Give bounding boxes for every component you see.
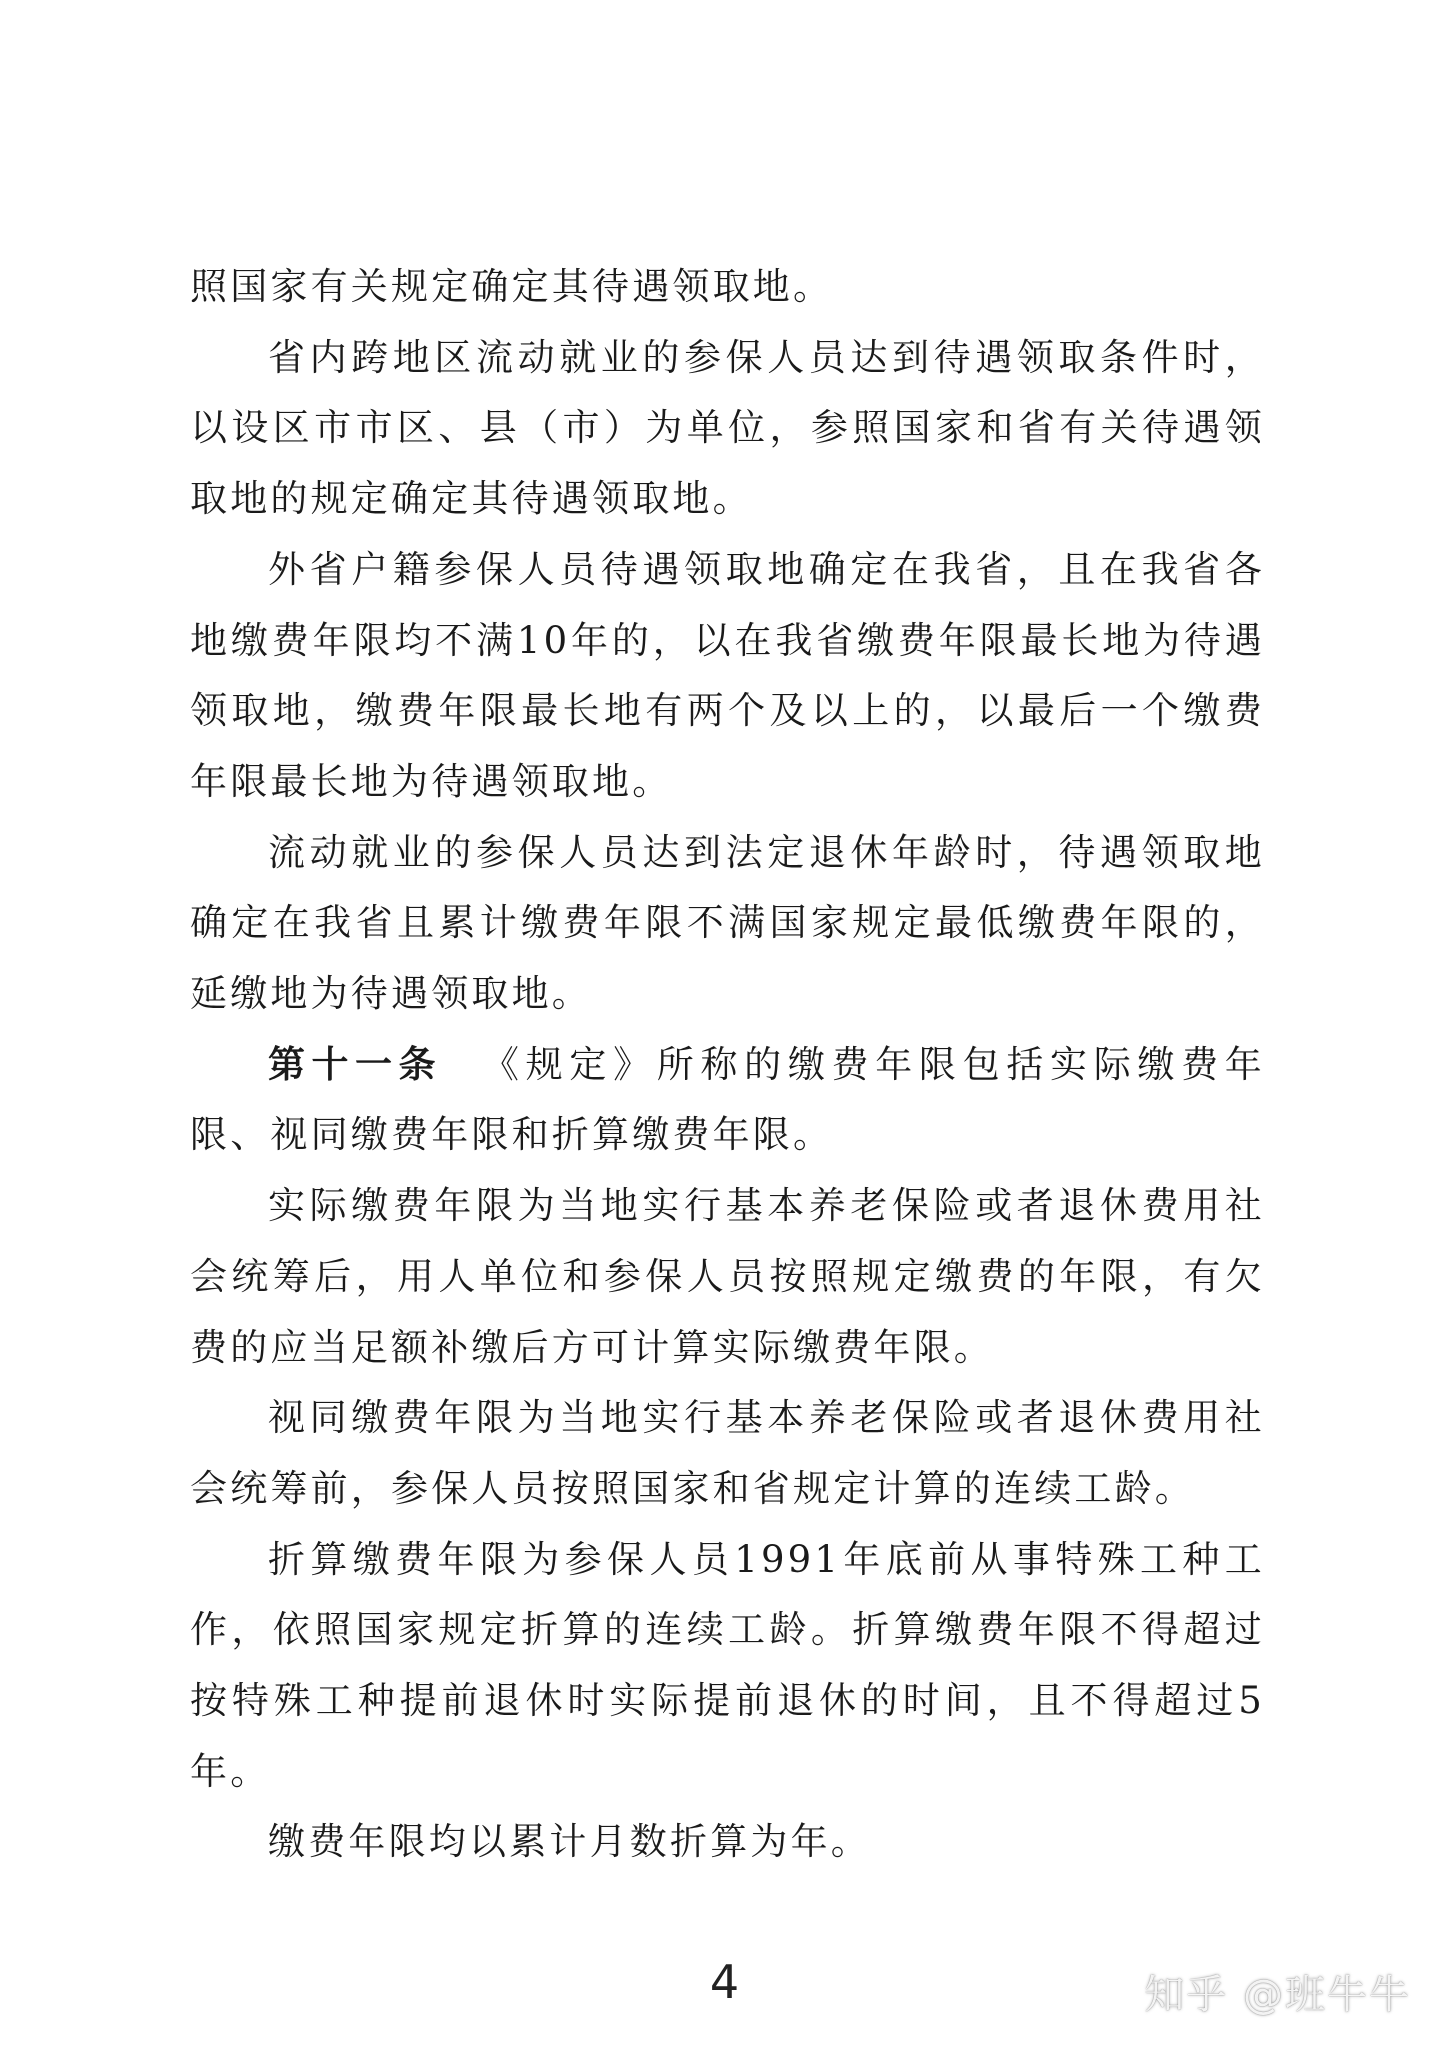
paragraph-intra-province: 省内跨地区流动就业的参保人员达到待遇领取条件时，以设区市市区、县（市）为单位，参照国家和省有关待遇领取地的规定确定其待遇领取地。: [190, 335, 1265, 521]
paragraph-retirement-age: 流动就业的参保人员达到法定退休年龄时，待遇领取地确定在我省且累计缴费年限不满国家规定最低缴费年限的，延缴地为待遇领取地。: [190, 830, 1265, 1016]
article-eleven: [190, 1030, 1265, 1171]
paragraph-out-of-province: 外省户籍参保人员待遇领取地确定在我省，且在我省各地缴费年限均不满10年的，以在我省缴费年限最长地为待遇领取地，缴费年限最长地有两个及以上的，以最后一个缴费年限最长地为待遇领取地。: [190, 547, 1265, 803]
paragraph-actual-years: 实际缴费年限为当地实行基本养老保险或者退休费用社会统筹后，用人单位和参保人员按照规定缴费的年限，有欠费的应当足额补缴后方可计算实际缴费年限。: [190, 1184, 1265, 1369]
article-text: 《规定》所称的缴费年限包括实际缴费年限、视同缴费年限和折算缴费年限。: [190, 1042, 1265, 1157]
paragraph-deemed-years: 视同缴费年限为当地实行基本养老保险或者退休费用社会统筹前，参保人员按照国家和省规定计算的连续工龄。: [190, 1396, 1265, 1510]
watermark: 知乎 @班牛牛: [1144, 1972, 1411, 2018]
page-number: 4: [709, 1955, 740, 2009]
paragraph-converted-years: 折算缴费年限为参保人员1991年底前从事特殊工种工作，依照国家规定折算的连续工龄。折算缴费年限不得超过按特殊工种提前退休时实际提前退休的时间，且不得超过5年。: [190, 1537, 1265, 1793]
article-heading: 第十一条: [268, 1042, 442, 1086]
paragraph-continuation: 照国家有关规定确定其待遇领取地。: [190, 265, 834, 308]
paragraph-monthly-conversion: 缴费年限均以累计月数折算为年。: [268, 1820, 871, 1864]
document-body: [190, 252, 1265, 1878]
